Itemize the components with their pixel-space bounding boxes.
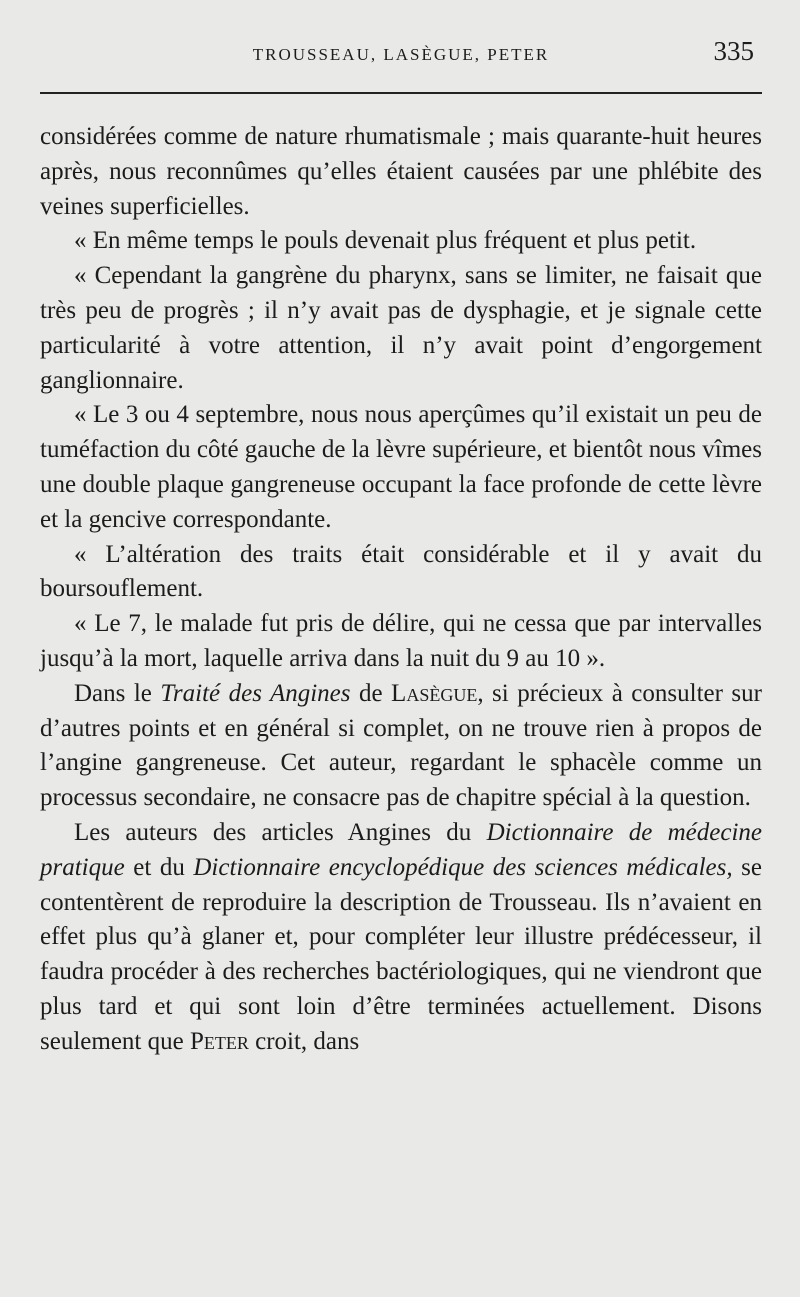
text-run: Dans le [74,679,161,707]
running-head [40,0,762,94]
paragraph-p1 [40,120,762,224]
paragraph-p8 [40,816,762,1060]
text-run: « Le 3 ou 4 septembre, nous nous aperçûmes qu’il existait un peu de tuméfaction du côté gauche de la lèvre supérieure, et bientôt nous vîmes une double plaque gangreneuse occupant la face profonde de cette lèvre et la gencive correspondante. [40,401,762,533]
text-run: et du [124,853,194,881]
author-name: Peter [189,1027,249,1055]
text-run: « Le 7, le malade fut pris de délire, qui ne cessa que par intervalles jusqu’à la mort, laquelle arriva dans la nuit du 9 au 10 ». [40,610,762,672]
text-run: Les auteurs des articles Angines du [74,818,487,846]
italic-title: Traité des Angines [160,679,351,707]
page-number: 335 [713,36,754,66]
text-run: de [350,679,392,707]
paragraph-p5 [40,538,762,608]
paragraph-p3 [40,259,762,398]
running-title: TROUSSEAU, LASÈGUE, PETER [252,45,550,64]
text-run: se contentèrent de reproduire la description de Trousseau. Ils n’avaient en effet plus qu’à glaner et, pour compléter leur illustre prédécesseur, il faudra procéder à des recherches bactériologiques, qui ne viendront que plus tard et qui sont loin d’être terminées actuellement. Disons seulement que [40,853,762,1055]
body-text [40,120,762,1060]
italic-title: Dictionnaire de médecine pratique [40,818,762,881]
text-run: croit, dans [248,1027,360,1055]
paragraph-p7 [40,677,762,816]
text-run: considérées comme de nature rhumatismale ; mais quarante-huit heures après, nous reconnûmes qu’elles étaient causées par une phlébite des veines superficielles. [40,123,762,220]
text-run: « L’altération des traits était considérable et il y avait du boursouflement. [40,540,762,603]
text-run: « Cependant la gangrène du pharynx, sans se limiter, ne faisait que très peu de progrès ; il n’y avait pas de dysphagie, et je signale cette particularité à votre attention, il n’y avait point d’engorgement ganglionnaire. [40,262,762,394]
paragraph-p4 [40,398,762,537]
text-run: , si précieux à consulter sur d’autres points et en général si complet, on ne trouve rien à propos de l’angine gangreneuse. Cet auteur, regardant le sphacèle comme un processus secondaire, ne consacre pas de chapitre spécial à la question. [40,679,762,812]
paragraph-p2 [40,224,762,259]
text-run: « En même temps le pouls devenait plus fréquent et plus petit. [74,227,697,255]
author-name: Lasègue [391,679,478,707]
italic-title: Dictionnaire encyclopédique des sciences médicales, [193,853,733,881]
header-rule [40,92,762,94]
paragraph-p6 [40,607,762,677]
